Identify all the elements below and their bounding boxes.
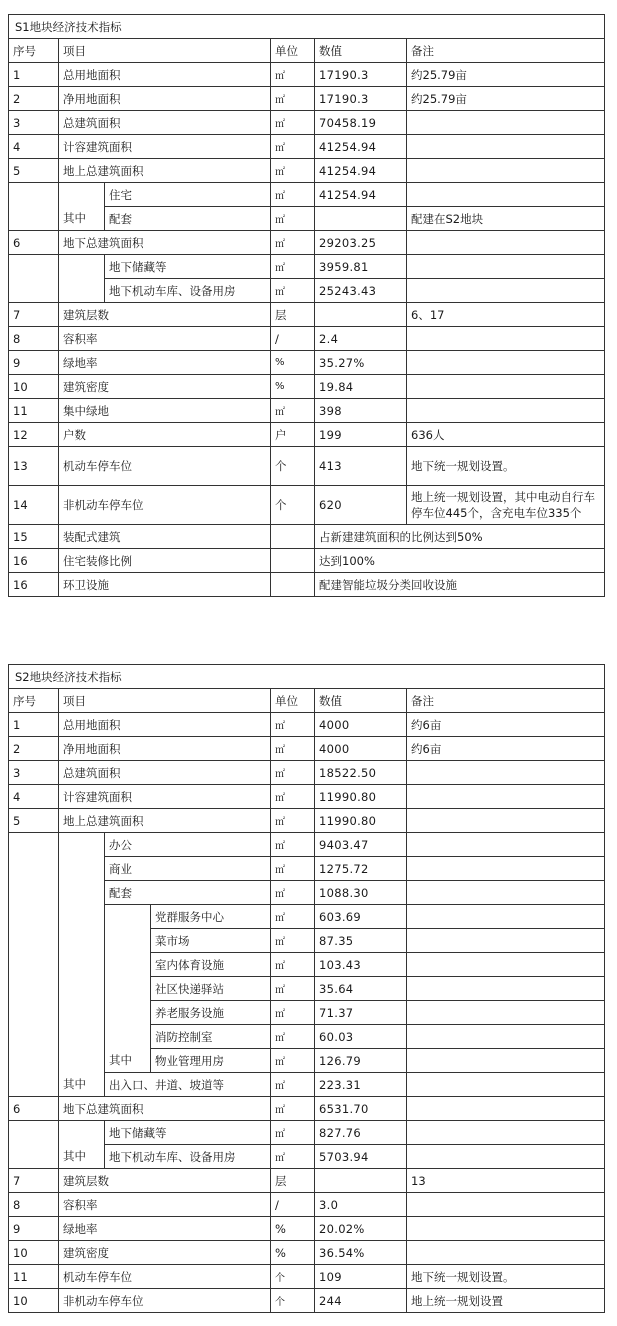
row-item: 地上总建筑面积 bbox=[59, 159, 271, 183]
row-item: 出入口、井道、坡道等 bbox=[105, 1073, 271, 1097]
row-no: 13 bbox=[9, 447, 59, 486]
row-item: 非机动车停车位 bbox=[59, 486, 271, 525]
row-value: 17190.3 bbox=[315, 87, 407, 111]
row-value: 9403.47 bbox=[315, 833, 407, 857]
table-row bbox=[9, 375, 605, 399]
row-note bbox=[407, 135, 605, 159]
row-value: 35.27% bbox=[315, 351, 407, 375]
row-item: 容积率 bbox=[59, 327, 271, 351]
row-note bbox=[407, 1097, 605, 1121]
row-item: 建筑密度 bbox=[59, 1241, 271, 1265]
table-row bbox=[9, 399, 605, 423]
row-note bbox=[407, 1025, 605, 1049]
row-item: 商业 bbox=[105, 857, 271, 881]
row-unit: 个 bbox=[271, 1265, 315, 1289]
table-header-row bbox=[9, 39, 605, 63]
row-value: 3959.81 bbox=[315, 255, 407, 279]
row-item: 总用地面积 bbox=[59, 63, 271, 87]
row-unit: ㎡ bbox=[271, 1121, 315, 1145]
row-no: 2 bbox=[9, 87, 59, 111]
row-item: 住宅 bbox=[105, 183, 271, 207]
row-no: 10 bbox=[9, 1241, 59, 1265]
row-unit: ㎡ bbox=[271, 1049, 315, 1073]
row-item: 机动车停车位 bbox=[59, 447, 271, 486]
table-row bbox=[9, 737, 605, 761]
row-note bbox=[407, 929, 605, 953]
table-row bbox=[9, 135, 605, 159]
table-row bbox=[9, 486, 605, 525]
row-note bbox=[407, 255, 605, 279]
row-value: 1275.72 bbox=[315, 857, 407, 881]
s1-indicator-table bbox=[8, 14, 605, 597]
row-value: 60.03 bbox=[315, 1025, 407, 1049]
row-unit: ㎡ bbox=[271, 737, 315, 761]
row-no: 8 bbox=[9, 327, 59, 351]
row-item: 地下储藏等 bbox=[105, 255, 271, 279]
row-unit: 户 bbox=[271, 423, 315, 447]
table-row bbox=[9, 1121, 605, 1145]
row-unit: ㎡ bbox=[271, 809, 315, 833]
row-note: 地上统一规划设置，其中电动自行车停车位445个，含充电车位335个 bbox=[407, 486, 605, 525]
table-row bbox=[9, 183, 605, 207]
row-note bbox=[407, 399, 605, 423]
row-unit: ㎡ bbox=[271, 135, 315, 159]
table-row bbox=[9, 573, 605, 597]
row-note: 约25.79亩 bbox=[407, 87, 605, 111]
table-row bbox=[9, 713, 605, 737]
row-note: 13 bbox=[407, 1169, 605, 1193]
row-no-blank bbox=[9, 255, 59, 303]
row-no: 7 bbox=[9, 303, 59, 327]
row-value: 19.84 bbox=[315, 375, 407, 399]
table-header-row bbox=[9, 689, 605, 713]
row-item: 室内体育设施 bbox=[151, 953, 271, 977]
header-unit: 单位 bbox=[271, 689, 315, 713]
row-value: 244 bbox=[315, 1289, 407, 1313]
row-unit: ㎡ bbox=[271, 881, 315, 905]
row-no: 14 bbox=[9, 486, 59, 525]
row-item: 净用地面积 bbox=[59, 87, 271, 111]
row-value: 11990.80 bbox=[315, 785, 407, 809]
row-value bbox=[315, 303, 407, 327]
row-item: 装配式建筑 bbox=[59, 525, 271, 549]
row-note bbox=[407, 1193, 605, 1217]
row-no: 11 bbox=[9, 1265, 59, 1289]
row-note bbox=[407, 111, 605, 135]
row-no: 6 bbox=[9, 231, 59, 255]
row-note: 636人 bbox=[407, 423, 605, 447]
row-note bbox=[407, 857, 605, 881]
row-item: 绿地率 bbox=[59, 1217, 271, 1241]
row-no: 3 bbox=[9, 761, 59, 785]
row-item: 菜市场 bbox=[151, 929, 271, 953]
row-no: 12 bbox=[9, 423, 59, 447]
row-note bbox=[407, 1241, 605, 1265]
row-value: 70458.19 bbox=[315, 111, 407, 135]
row-unit: ㎡ bbox=[271, 953, 315, 977]
row-note: 约6亩 bbox=[407, 737, 605, 761]
row-note bbox=[407, 159, 605, 183]
row-unit: ㎡ bbox=[271, 63, 315, 87]
table-row bbox=[9, 1097, 605, 1121]
table-row bbox=[9, 785, 605, 809]
row-unit: ㎡ bbox=[271, 255, 315, 279]
row-value: 87.35 bbox=[315, 929, 407, 953]
row-unit: ㎡ bbox=[271, 977, 315, 1001]
row-no: 3 bbox=[9, 111, 59, 135]
row-item: 消防控制室 bbox=[151, 1025, 271, 1049]
row-value: 3.0 bbox=[315, 1193, 407, 1217]
table-row bbox=[9, 1241, 605, 1265]
row-item: 总建筑面积 bbox=[59, 761, 271, 785]
row-unit: ㎡ bbox=[271, 833, 315, 857]
row-no: 4 bbox=[9, 785, 59, 809]
row-unit: ㎡ bbox=[271, 1073, 315, 1097]
header-note: 备注 bbox=[407, 39, 605, 63]
row-item: 非机动车停车位 bbox=[59, 1289, 271, 1313]
row-item: 地下储藏等 bbox=[105, 1121, 271, 1145]
table-row bbox=[9, 159, 605, 183]
header-item: 项目 bbox=[59, 39, 271, 63]
table-row bbox=[9, 1289, 605, 1313]
table-row bbox=[9, 351, 605, 375]
row-item: 地下总建筑面积 bbox=[59, 231, 271, 255]
row-unit: % bbox=[271, 375, 315, 399]
row-unit: % bbox=[271, 1241, 315, 1265]
row-no: 10 bbox=[9, 375, 59, 399]
group-label: 其中 bbox=[59, 1121, 105, 1169]
row-note bbox=[407, 977, 605, 1001]
row-note bbox=[407, 375, 605, 399]
header-no: 序号 bbox=[9, 689, 59, 713]
row-item: 户数 bbox=[59, 423, 271, 447]
header-note: 备注 bbox=[407, 689, 605, 713]
row-value: 41254.94 bbox=[315, 159, 407, 183]
row-unit: ㎡ bbox=[271, 111, 315, 135]
table-row bbox=[9, 1265, 605, 1289]
row-unit: 个 bbox=[271, 486, 315, 525]
row-note bbox=[407, 833, 605, 857]
row-note bbox=[407, 231, 605, 255]
row-unit: ㎡ bbox=[271, 929, 315, 953]
row-item: 建筑层数 bbox=[59, 1169, 271, 1193]
row-value: 4000 bbox=[315, 713, 407, 737]
row-note bbox=[407, 279, 605, 303]
row-item: 住宅装修比例 bbox=[59, 549, 271, 573]
row-value: 71.37 bbox=[315, 1001, 407, 1025]
table-row bbox=[9, 231, 605, 255]
row-item: 绿地率 bbox=[59, 351, 271, 375]
row-no: 9 bbox=[9, 1217, 59, 1241]
table-row bbox=[9, 761, 605, 785]
row-no: 8 bbox=[9, 1193, 59, 1217]
row-unit: ㎡ bbox=[271, 159, 315, 183]
row-value: 603.69 bbox=[315, 905, 407, 929]
row-no: 9 bbox=[9, 351, 59, 375]
row-unit: ㎡ bbox=[271, 1025, 315, 1049]
row-unit: 个 bbox=[271, 1289, 315, 1313]
row-note bbox=[407, 905, 605, 929]
table-row bbox=[9, 549, 605, 573]
row-value: 17190.3 bbox=[315, 63, 407, 87]
table-row bbox=[9, 423, 605, 447]
row-unit: 层 bbox=[271, 1169, 315, 1193]
table-row bbox=[9, 111, 605, 135]
table-title: S1地块经济技术指标 bbox=[9, 15, 605, 39]
row-value: 4000 bbox=[315, 737, 407, 761]
row-unit: ㎡ bbox=[271, 857, 315, 881]
row-note bbox=[407, 327, 605, 351]
group-label: 其中 bbox=[59, 183, 105, 231]
table-row bbox=[9, 809, 605, 833]
row-note bbox=[407, 1049, 605, 1073]
row-value: 达到100% bbox=[315, 549, 605, 573]
row-item: 机动车停车位 bbox=[59, 1265, 271, 1289]
row-unit: ㎡ bbox=[271, 761, 315, 785]
row-unit: 层 bbox=[271, 303, 315, 327]
row-value: 223.31 bbox=[315, 1073, 407, 1097]
row-unit: % bbox=[271, 1217, 315, 1241]
header-no: 序号 bbox=[9, 39, 59, 63]
row-item: 社区快递驿站 bbox=[151, 977, 271, 1001]
row-unit: ㎡ bbox=[271, 785, 315, 809]
row-item: 建筑密度 bbox=[59, 375, 271, 399]
row-value: 103.43 bbox=[315, 953, 407, 977]
row-unit: ㎡ bbox=[271, 1001, 315, 1025]
table-row bbox=[9, 1217, 605, 1241]
row-note: 6、17 bbox=[407, 303, 605, 327]
row-item: 集中绿地 bbox=[59, 399, 271, 423]
row-note: 配建在S2地块 bbox=[407, 207, 605, 231]
group-label-blank bbox=[59, 255, 105, 303]
table-row bbox=[9, 447, 605, 486]
header-value: 数值 bbox=[315, 39, 407, 63]
row-item: 党群服务中心 bbox=[151, 905, 271, 929]
row-no-blank bbox=[9, 183, 59, 231]
row-note bbox=[407, 1121, 605, 1145]
row-item: 配套 bbox=[105, 207, 271, 231]
row-unit: ㎡ bbox=[271, 207, 315, 231]
row-no: 15 bbox=[9, 525, 59, 549]
row-item: 地下总建筑面积 bbox=[59, 1097, 271, 1121]
row-value: 41254.94 bbox=[315, 183, 407, 207]
row-item: 地上总建筑面积 bbox=[59, 809, 271, 833]
table-row bbox=[9, 833, 605, 857]
row-unit: ㎡ bbox=[271, 1097, 315, 1121]
table-title-row bbox=[9, 15, 605, 39]
row-value bbox=[315, 207, 407, 231]
row-value: 29203.25 bbox=[315, 231, 407, 255]
row-unit: ㎡ bbox=[271, 713, 315, 737]
row-unit: / bbox=[271, 1193, 315, 1217]
row-value: 827.76 bbox=[315, 1121, 407, 1145]
row-unit: % bbox=[271, 351, 315, 375]
row-note bbox=[407, 881, 605, 905]
row-value: 398 bbox=[315, 399, 407, 423]
row-value: 1088.30 bbox=[315, 881, 407, 905]
row-item: 总用地面积 bbox=[59, 713, 271, 737]
s2-indicator-table bbox=[8, 664, 605, 1313]
row-unit bbox=[271, 525, 315, 549]
row-unit: ㎡ bbox=[271, 231, 315, 255]
row-item: 养老服务设施 bbox=[151, 1001, 271, 1025]
row-value: 35.64 bbox=[315, 977, 407, 1001]
row-unit: ㎡ bbox=[271, 87, 315, 111]
row-no: 4 bbox=[9, 135, 59, 159]
row-no: 16 bbox=[9, 573, 59, 597]
row-item: 物业管理用房 bbox=[151, 1049, 271, 1073]
group-label: 其中 bbox=[59, 833, 105, 1097]
row-note bbox=[407, 785, 605, 809]
table-row bbox=[9, 327, 605, 351]
table-row bbox=[9, 303, 605, 327]
row-value: 18522.50 bbox=[315, 761, 407, 785]
row-note bbox=[407, 953, 605, 977]
row-item: 环卫设施 bbox=[59, 573, 271, 597]
row-no: 1 bbox=[9, 713, 59, 737]
row-unit: ㎡ bbox=[271, 1145, 315, 1169]
row-item: 计容建筑面积 bbox=[59, 785, 271, 809]
table-row bbox=[9, 1193, 605, 1217]
row-unit: 个 bbox=[271, 447, 315, 486]
row-item: 容积率 bbox=[59, 1193, 271, 1217]
row-item: 地下机动车库、设备用房 bbox=[105, 1145, 271, 1169]
row-unit bbox=[271, 573, 315, 597]
row-no: 11 bbox=[9, 399, 59, 423]
row-value: 126.79 bbox=[315, 1049, 407, 1073]
row-value: 413 bbox=[315, 447, 407, 486]
row-unit: / bbox=[271, 327, 315, 351]
row-value: 109 bbox=[315, 1265, 407, 1289]
header-value: 数值 bbox=[315, 689, 407, 713]
header-unit: 单位 bbox=[271, 39, 315, 63]
row-no: 16 bbox=[9, 549, 59, 573]
row-item: 办公 bbox=[105, 833, 271, 857]
row-note bbox=[407, 183, 605, 207]
row-no: 6 bbox=[9, 1097, 59, 1121]
row-unit: ㎡ bbox=[271, 183, 315, 207]
row-item: 总建筑面积 bbox=[59, 111, 271, 135]
row-value: 配建智能垃圾分类回收设施 bbox=[315, 573, 605, 597]
row-value: 20.02% bbox=[315, 1217, 407, 1241]
row-item: 地下机动车库、设备用房 bbox=[105, 279, 271, 303]
row-value: 41254.94 bbox=[315, 135, 407, 159]
row-note: 地下统一规划设置。 bbox=[407, 1265, 605, 1289]
row-note bbox=[407, 351, 605, 375]
group-label: 其中 bbox=[105, 905, 151, 1073]
table-title-row bbox=[9, 665, 605, 689]
table-row bbox=[9, 63, 605, 87]
table-title: S2地块经济技术指标 bbox=[9, 665, 605, 689]
table-row bbox=[9, 255, 605, 279]
row-note bbox=[407, 1145, 605, 1169]
row-unit bbox=[271, 549, 315, 573]
row-value: 占新建建筑面积的比例达到50% bbox=[315, 525, 605, 549]
row-note: 约25.79亩 bbox=[407, 63, 605, 87]
row-note: 约6亩 bbox=[407, 713, 605, 737]
row-unit: ㎡ bbox=[271, 399, 315, 423]
row-item: 配套 bbox=[105, 881, 271, 905]
row-no: 5 bbox=[9, 809, 59, 833]
row-value bbox=[315, 1169, 407, 1193]
row-unit: ㎡ bbox=[271, 279, 315, 303]
row-no: 7 bbox=[9, 1169, 59, 1193]
row-no: 5 bbox=[9, 159, 59, 183]
row-item: 计容建筑面积 bbox=[59, 135, 271, 159]
row-no: 10 bbox=[9, 1289, 59, 1313]
row-value: 6531.70 bbox=[315, 1097, 407, 1121]
row-note bbox=[407, 761, 605, 785]
row-note: 地上统一规划设置 bbox=[407, 1289, 605, 1313]
row-note bbox=[407, 1073, 605, 1097]
row-no-blank bbox=[9, 833, 59, 1097]
row-value: 2.4 bbox=[315, 327, 407, 351]
row-note: 地下统一规划设置。 bbox=[407, 447, 605, 486]
row-value: 5703.94 bbox=[315, 1145, 407, 1169]
row-no: 2 bbox=[9, 737, 59, 761]
row-item: 净用地面积 bbox=[59, 737, 271, 761]
row-no: 1 bbox=[9, 63, 59, 87]
row-value: 199 bbox=[315, 423, 407, 447]
header-item: 项目 bbox=[59, 689, 271, 713]
row-value: 620 bbox=[315, 486, 407, 525]
row-value: 36.54% bbox=[315, 1241, 407, 1265]
row-note bbox=[407, 1001, 605, 1025]
row-value: 11990.80 bbox=[315, 809, 407, 833]
row-note bbox=[407, 809, 605, 833]
table-row bbox=[9, 87, 605, 111]
table-row bbox=[9, 1169, 605, 1193]
row-no-blank bbox=[9, 1121, 59, 1169]
table-row bbox=[9, 525, 605, 549]
row-note bbox=[407, 1217, 605, 1241]
row-item: 建筑层数 bbox=[59, 303, 271, 327]
row-value: 25243.43 bbox=[315, 279, 407, 303]
row-unit: ㎡ bbox=[271, 905, 315, 929]
